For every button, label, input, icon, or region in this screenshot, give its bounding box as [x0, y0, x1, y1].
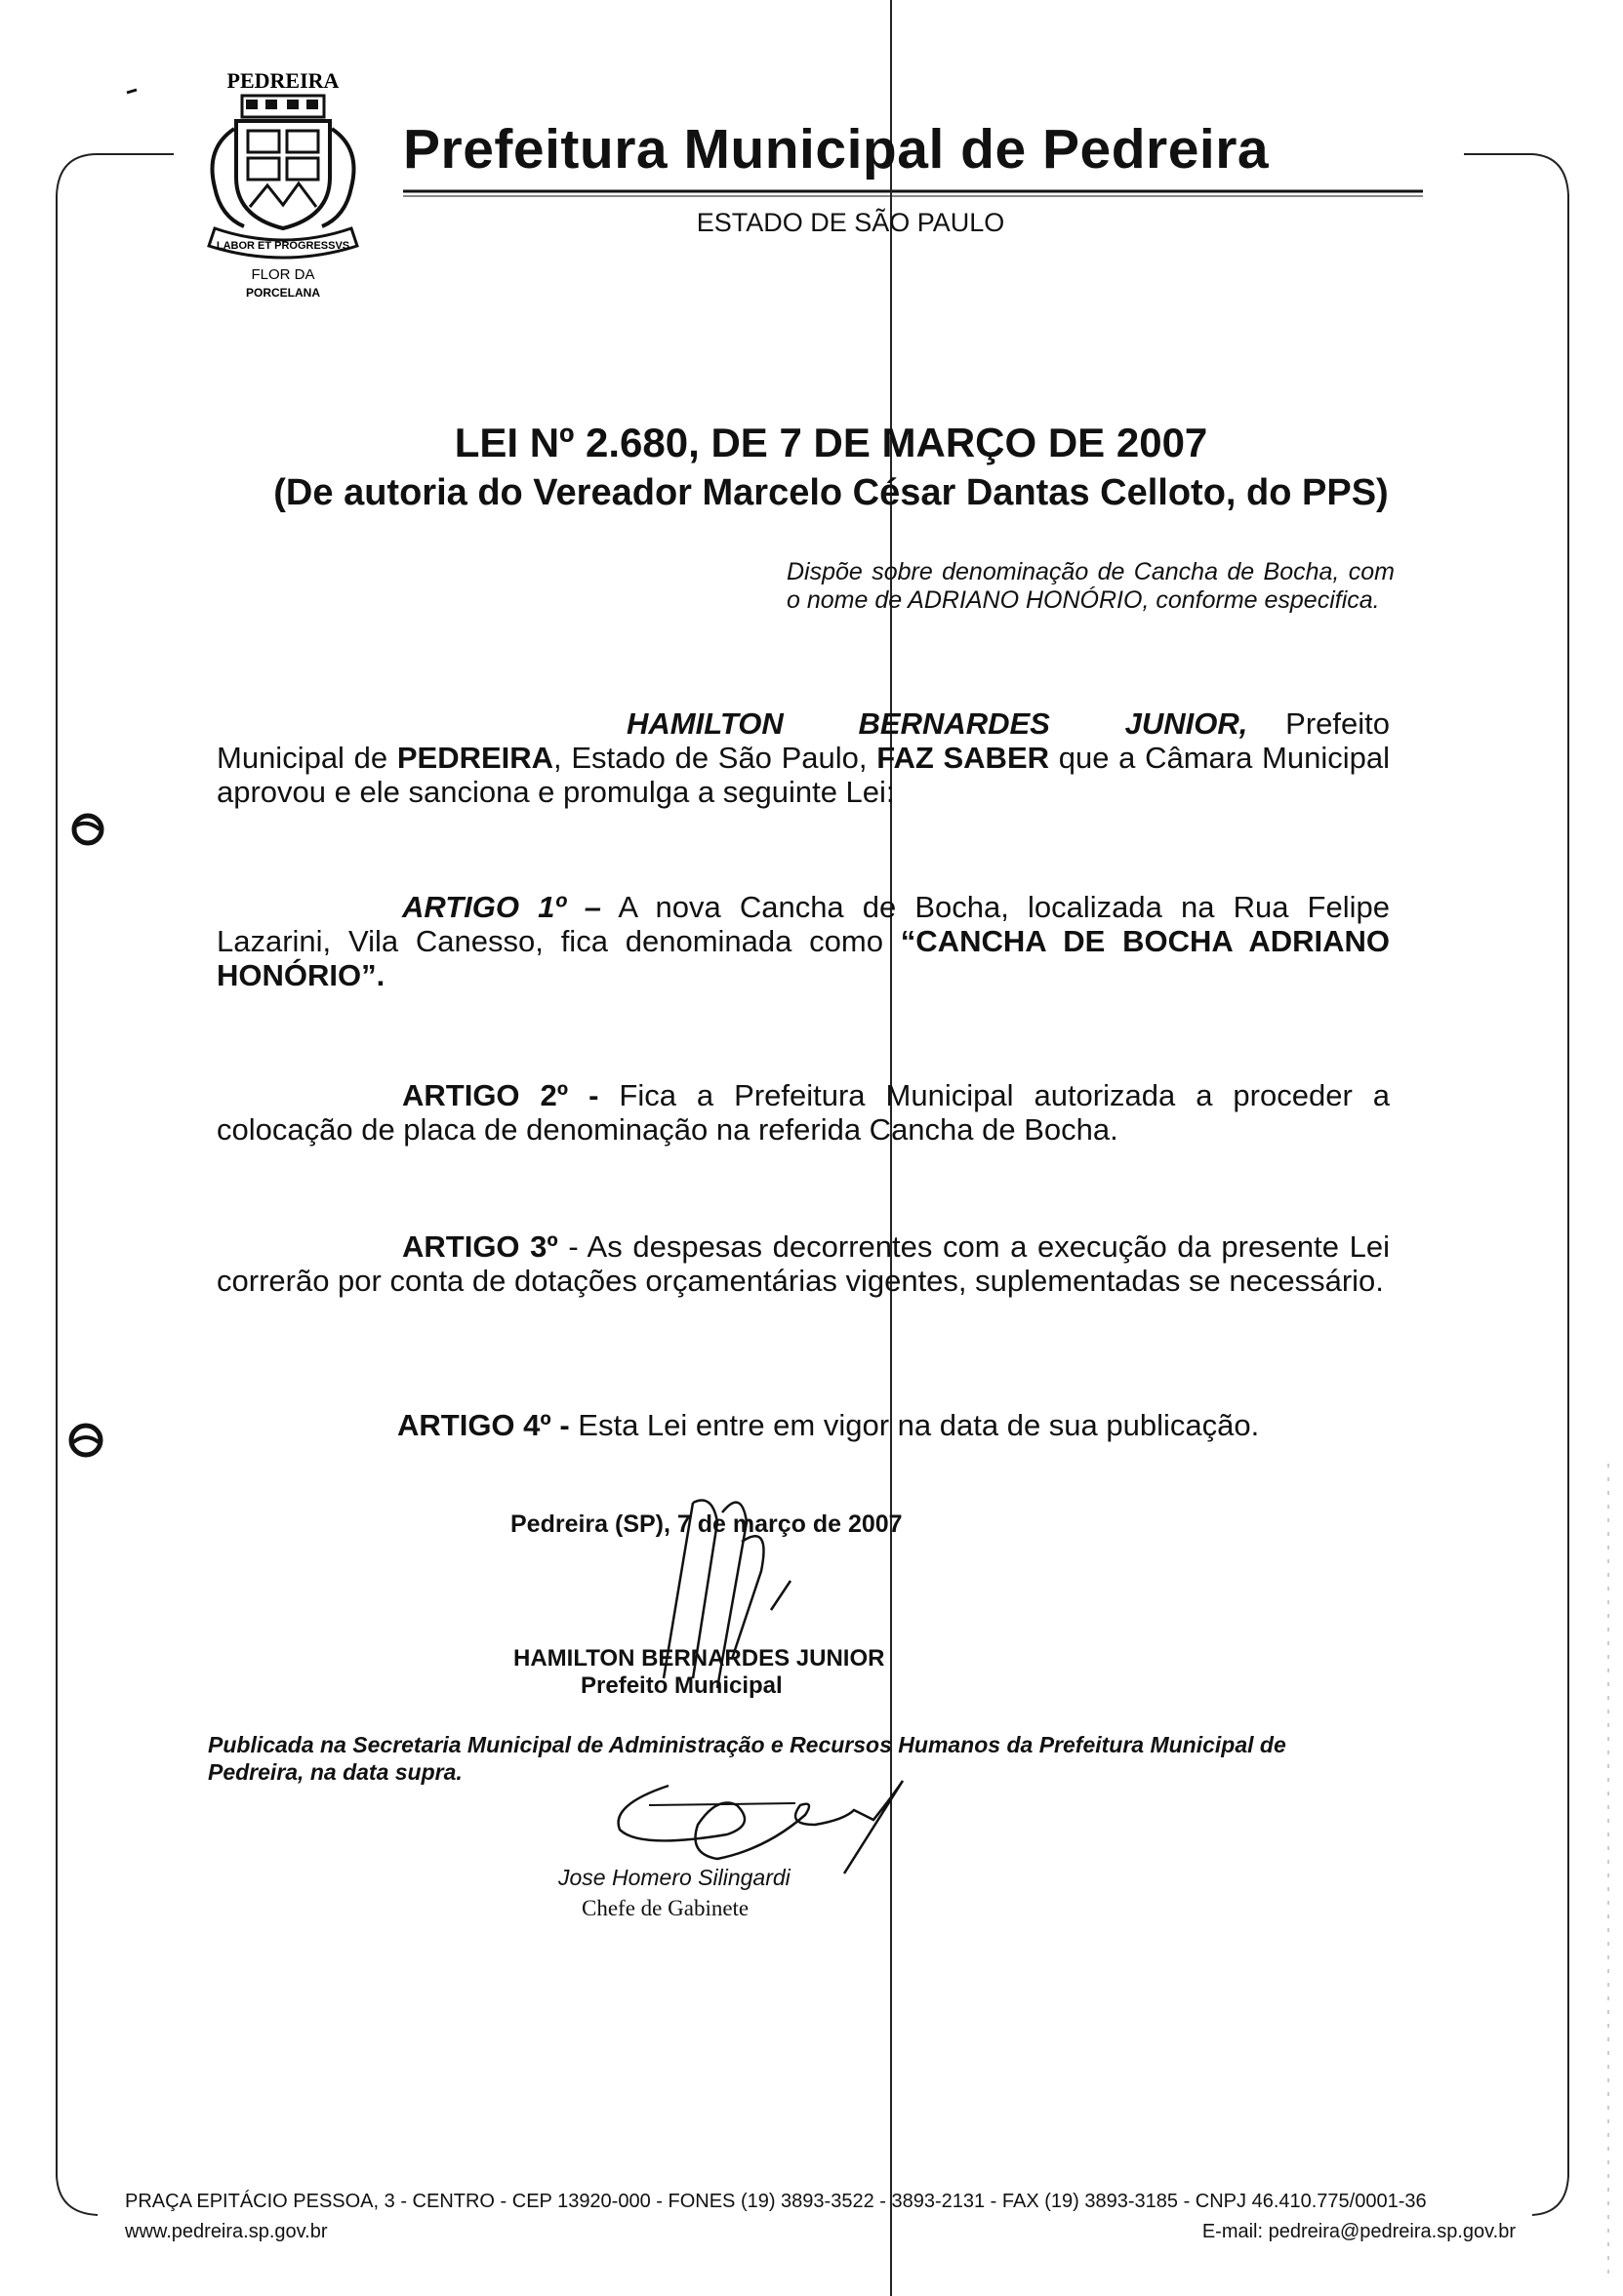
- article-1-emphasis: “CANCHA DE BOCHA ADRIANO HONÓRIO”.: [217, 924, 1390, 992]
- preamble-paragraph: [217, 706, 1390, 809]
- mayor-name: HAMILTON BERNARDES JUNIOR,: [627, 706, 1248, 741]
- preamble-text-1: Prefeito Municipal de: [217, 706, 1390, 775]
- article-1: [217, 890, 1390, 992]
- mayor-printed-name: HAMILTON BERNARDES JUNIOR: [513, 1645, 885, 1672]
- article-3: [217, 1229, 1390, 1298]
- article-1-text: A nova Cancha de Bocha, localizada na Rua Felipe Lazarini, Vila Canesso, fica denominada como: [217, 890, 1390, 958]
- article-1-label: ARTIGO 1º –: [402, 890, 602, 924]
- article-3-label: ARTIGO 3º: [402, 1229, 558, 1264]
- law-author-heading: (De autoria do Vereador Marcelo César Dantas Celloto, do PPS): [273, 472, 1389, 513]
- state-subtitle: ESTADO DE SÃO PAULO: [696, 208, 1005, 237]
- faz-saber: FAZ SABER: [876, 741, 1050, 775]
- city-name: PEDREIRA: [396, 741, 554, 775]
- article-3-text: - As despesas decorrentes com a execução da presente Lei correrão por conta de dotações orçamentárias vigentes, suplementadas se necessário.: [217, 1229, 1391, 1298]
- crest-motto: LABOR ET PROGRESSVS: [216, 240, 350, 252]
- article-2: [217, 1078, 1390, 1147]
- footer-address: PRAÇA EPITÁCIO PESSOA, 3 - CENTRO - CEP 13920-000 - FONES (19) 3893-3522 - 3893-2131 - FAX (19) 3893-3185 - CNPJ 46.410.775/0001-36: [125, 2191, 1427, 2212]
- crest-bottom-text-2: PORCELANA: [245, 286, 321, 300]
- mayor-role: Prefeito Municipal: [581, 1672, 783, 1699]
- article-4: [217, 1408, 1390, 1442]
- place-date: Pedreira (SP), 7 de março de 2007: [510, 1511, 903, 1538]
- page-title: Prefeitura Municipal de Pedreira: [403, 118, 1270, 181]
- chief-name: Jose Homero Silingardi: [558, 1865, 791, 1890]
- law-summary-ementa: Dispõe sobre denominação de Cancha de Bocha, com o nome de ADRIANO HONÓRIO, conforme especifica.: [787, 558, 1395, 614]
- preamble-text-2: , Estado de São Paulo,: [553, 741, 877, 775]
- article-2-label: ARTIGO 2º -: [402, 1078, 599, 1112]
- footer-email[interactable]: E-mail: pedreira@pedreira.sp.gov.br: [1201, 2221, 1516, 2242]
- law-number-heading: LEI Nº 2.680, DE 7 DE MARÇO DE 2007: [454, 420, 1208, 465]
- crest-bottom-text-1: FLOR DA: [251, 266, 315, 283]
- article-4-label: ARTIGO 4º -: [397, 1408, 570, 1442]
- crest-top-text: PEDREIRA: [226, 68, 340, 93]
- preamble-text-3: que a Câmara Municipal aprovou e ele sanciona e promulga a seguinte Lei:: [217, 741, 1390, 809]
- municipal-crest-logo: [185, 60, 381, 304]
- chief-title: Chefe de Gabinete: [582, 1896, 750, 1920]
- footer-website[interactable]: www.pedreira.sp.gov.br: [125, 2221, 328, 2242]
- article-2-text: Fica a Prefeitura Municipal autorizada a proceder a colocação de placa de denominação na referida Cancha de Bocha.: [217, 1078, 1390, 1147]
- article-4-text: Esta Lei entre em vigor na data de sua publicação.: [569, 1408, 1260, 1442]
- publication-note: Publicada na Secretaria Municipal de Administração e Recursos Humanos da Prefeitura Municipal de Pedreira, na data supra.: [208, 1732, 1286, 1785]
